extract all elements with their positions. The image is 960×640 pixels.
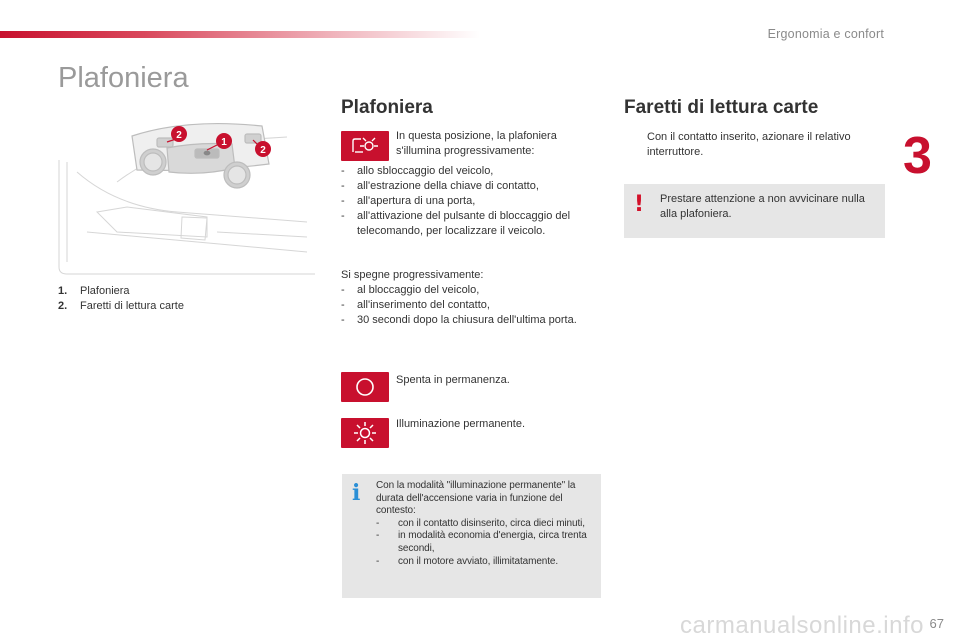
list-item: - con il contatto disinserito, circa dieci minuti, <box>376 518 598 531</box>
svg-text:2: 2 <box>260 145 266 156</box>
watermark: carmanualsonline.info <box>680 612 924 639</box>
info-note-text: Con la modalità "illuminazione permanente" la durata dell'accensione varia in funzione del contesto: - con il contatto disinserito, circa dieci minuti, - in modalità economia d'energia, circa trenta secondi, - con il motore avviato, illimitatamente. <box>376 480 598 568</box>
door-mode-icon-box <box>341 131 389 161</box>
lighting-on-list <box>341 164 603 239</box>
callout-1 <box>216 133 232 149</box>
warning-text: Prestare attenzione a non avvicinare nulla alla plafoniera. <box>660 193 865 220</box>
lighting-off-list <box>341 283 591 328</box>
svg-text:2: 2 <box>176 130 182 141</box>
on-mode-text: Illuminazione permanente. <box>396 418 526 430</box>
list-item: - all'estrazione della chiave di contatto, <box>341 179 603 194</box>
chapter-number: 3 <box>903 127 932 185</box>
list-item: - all'apertura di una porta, <box>341 194 603 209</box>
lamp-on-icon <box>341 418 389 448</box>
ceiling-lamp-illustration <box>57 112 319 277</box>
header-accent-bar <box>0 31 480 38</box>
warning-box <box>624 184 885 238</box>
list-item: - 30 secondi dopo la chiusura dell'ultima porta. <box>341 313 591 328</box>
callout-2-left <box>171 126 187 142</box>
info-icon: i <box>352 480 361 506</box>
list-item: - al bloccaggio del veicolo, <box>341 283 591 298</box>
info-note-box <box>342 474 601 598</box>
page-number: 67 <box>929 616 944 631</box>
legend-item: 2. Faretti di lettura carte <box>58 300 184 312</box>
on-mode-icon-box <box>341 418 389 448</box>
faretti-heading: Faretti di lettura carte <box>624 97 819 118</box>
door-lamp-icon <box>341 131 389 161</box>
off-mode-icon-box <box>341 372 389 402</box>
list-item: - all'attivazione del pulsante di bloccaggio del telecomando, per localizzare il veicolo. <box>341 209 603 239</box>
section-header: Ergonomia e confort <box>767 27 884 41</box>
off-intro-text: Si spegne progressivamente: <box>341 269 484 281</box>
callout-2-right <box>255 141 271 157</box>
page-title: Plafoniera <box>58 62 189 94</box>
list-item: - all'inserimento del contatto, <box>341 298 591 313</box>
legend-item: 1. Plafoniera <box>58 285 130 297</box>
list-item: - in modalità economia d'energia, circa trenta secondi, <box>376 530 598 555</box>
info-note-list <box>376 518 598 568</box>
list-item: - con il motore avviato, illimitatamente. <box>376 556 598 569</box>
plafoniera-heading: Plafoniera <box>341 97 433 118</box>
warning-icon: ! <box>634 192 645 217</box>
list-item: - allo sbloccaggio del veicolo, <box>341 164 603 179</box>
door-mode-text: In questa posizione, la plafoniera s'illumina progressivamente: <box>396 130 557 157</box>
illustration-legend <box>58 284 184 314</box>
faretti-instruction: Con il contatto inserito, azionare il relativo interruttore. <box>647 131 851 158</box>
lamp-off-icon <box>341 372 389 402</box>
off-mode-text: Spenta in permanenza. <box>396 374 510 386</box>
svg-text:1: 1 <box>221 137 227 148</box>
